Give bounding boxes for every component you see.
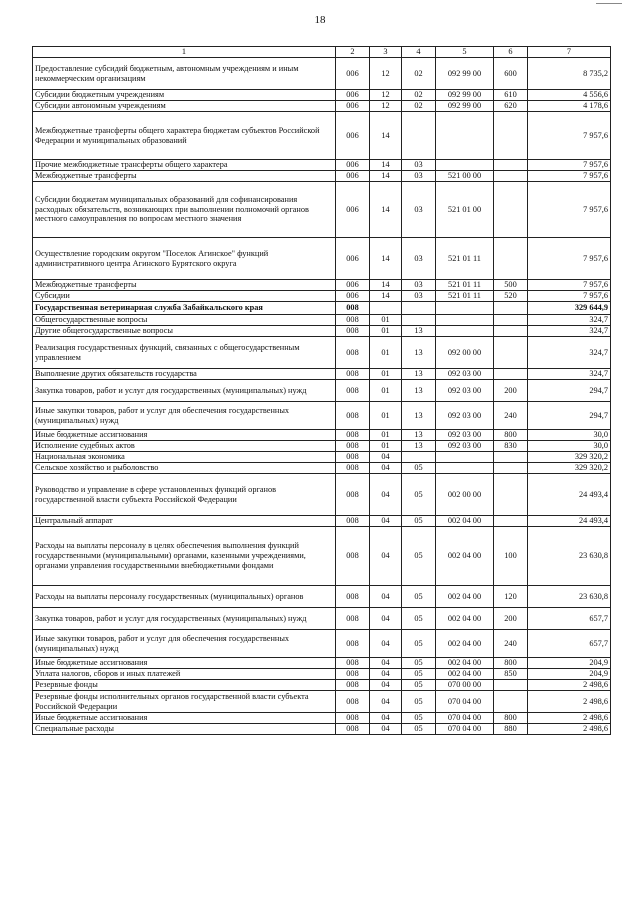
row-code-cell: 04 <box>370 724 402 735</box>
row-code-cell <box>402 302 436 315</box>
table-row <box>33 680 611 691</box>
row-name-cell: Государственная ветеринарная служба Забайкальского края <box>33 302 336 315</box>
row-code-cell: 04 <box>370 527 402 586</box>
row-code-cell: 002 04 00 <box>436 630 494 658</box>
table-row <box>33 608 611 630</box>
row-code-cell: 200 <box>494 380 528 402</box>
row-code-cell: 008 <box>336 441 370 452</box>
row-code-cell: 070 00 00 <box>436 680 494 691</box>
row-name-cell: Иные бюджетные ассигнования <box>33 713 336 724</box>
row-code-cell: 008 <box>336 302 370 315</box>
row-name-cell: Исполнение судебных актов <box>33 441 336 452</box>
table-row <box>33 182 611 238</box>
row-code-cell: 05 <box>402 691 436 713</box>
row-code-cell <box>494 474 528 516</box>
row-code-cell <box>494 112 528 160</box>
row-code-cell: 05 <box>402 658 436 669</box>
row-code-cell <box>436 315 494 326</box>
table-row <box>33 369 611 380</box>
page-number: 18 <box>314 14 326 26</box>
row-name-cell: Закупка товаров, работ и услуг для государственных (муниципальных) нужд <box>33 608 336 630</box>
row-code-cell: 070 04 00 <box>436 713 494 724</box>
row-code-cell: 13 <box>402 430 436 441</box>
row-code-cell: 14 <box>370 171 402 182</box>
row-amount-cell: 7 957,6 <box>528 291 611 302</box>
row-code-cell: 04 <box>370 474 402 516</box>
row-code-cell <box>494 160 528 171</box>
row-code-cell: 800 <box>494 713 528 724</box>
row-code-cell: 092 03 00 <box>436 402 494 430</box>
row-code-cell: 006 <box>336 182 370 238</box>
row-code-cell: 200 <box>494 608 528 630</box>
row-amount-cell: 204,9 <box>528 658 611 669</box>
table-row <box>33 160 611 171</box>
row-amount-cell: 23 630,8 <box>528 527 611 586</box>
row-code-cell <box>494 238 528 280</box>
table-row <box>33 463 611 474</box>
row-code-cell: 521 01 11 <box>436 280 494 291</box>
row-code-cell: 14 <box>370 160 402 171</box>
row-code-cell: 05 <box>402 527 436 586</box>
row-code-cell: 04 <box>370 516 402 527</box>
table-row <box>33 238 611 280</box>
row-code-cell: 880 <box>494 724 528 735</box>
header-cell: 2 <box>336 47 370 58</box>
row-code-cell <box>436 452 494 463</box>
row-code-cell <box>494 369 528 380</box>
row-code-cell: 008 <box>336 337 370 369</box>
row-code-cell <box>494 326 528 337</box>
row-code-cell: 006 <box>336 291 370 302</box>
row-code-cell: 092 99 00 <box>436 90 494 101</box>
row-code-cell: 006 <box>336 238 370 280</box>
row-code-cell <box>494 691 528 713</box>
table-row <box>33 171 611 182</box>
row-code-cell: 04 <box>370 608 402 630</box>
row-code-cell: 830 <box>494 441 528 452</box>
row-name-cell: Общегосударственные вопросы <box>33 315 336 326</box>
row-name-cell: Национальная экономика <box>33 452 336 463</box>
row-code-cell: 521 01 11 <box>436 238 494 280</box>
table-body <box>33 58 611 735</box>
row-code-cell: 008 <box>336 474 370 516</box>
row-code-cell <box>494 171 528 182</box>
row-code-cell: 01 <box>370 380 402 402</box>
row-name-cell: Иные закупки товаров, работ и услуг для обеспечения государственных (муниципальных) нужд <box>33 630 336 658</box>
row-amount-cell: 24 493,4 <box>528 516 611 527</box>
row-name-cell: Субсидии бюджетам муниципальных образований для софинансирования расходных обязательств, возникающих при выполнении полномочий органов местного самоуправления по вопросам местного значения <box>33 182 336 238</box>
row-amount-cell: 24 493,4 <box>528 474 611 516</box>
row-code-cell: 008 <box>336 516 370 527</box>
row-amount-cell: 2 498,6 <box>528 713 611 724</box>
table-header-row <box>33 47 611 58</box>
row-code-cell: 002 04 00 <box>436 669 494 680</box>
row-code-cell: 120 <box>494 586 528 608</box>
row-code-cell: 002 00 00 <box>436 474 494 516</box>
row-amount-cell: 2 498,6 <box>528 691 611 713</box>
table-row <box>33 291 611 302</box>
table-row <box>33 280 611 291</box>
row-code-cell: 14 <box>370 112 402 160</box>
row-code-cell: 006 <box>336 112 370 160</box>
header-cell: 1 <box>33 47 336 58</box>
row-code-cell: 006 <box>336 171 370 182</box>
row-code-cell: 006 <box>336 280 370 291</box>
row-code-cell: 092 99 00 <box>436 58 494 90</box>
row-amount-cell: 23 630,8 <box>528 586 611 608</box>
row-code-cell: 04 <box>370 463 402 474</box>
row-name-cell: Иные закупки товаров, работ и услуг для обеспечения государственных (муниципальных) нужд <box>33 402 336 430</box>
row-code-cell: 008 <box>336 527 370 586</box>
row-name-cell: Расходы на выплаты персоналу в целях обеспечения выполнения функций государственными (муниципальными) органами, казенными учреждениями, органами управления государственными внебюджетными фондами <box>33 527 336 586</box>
table-row <box>33 724 611 735</box>
row-name-cell: Выполнение других обязательств государства <box>33 369 336 380</box>
row-amount-cell: 2 498,6 <box>528 680 611 691</box>
row-name-cell: Резервные фонды исполнительных органов государственной власти субъекта Российской Федерации <box>33 691 336 713</box>
row-code-cell: 05 <box>402 463 436 474</box>
row-code-cell: 04 <box>370 658 402 669</box>
row-code-cell: 01 <box>370 337 402 369</box>
row-code-cell: 008 <box>336 669 370 680</box>
row-code-cell: 008 <box>336 630 370 658</box>
row-code-cell: 04 <box>370 630 402 658</box>
row-code-cell: 05 <box>402 608 436 630</box>
row-code-cell: 12 <box>370 101 402 112</box>
row-code-cell: 008 <box>336 452 370 463</box>
row-code-cell <box>494 302 528 315</box>
row-code-cell: 01 <box>370 441 402 452</box>
row-code-cell: 002 04 00 <box>436 586 494 608</box>
row-name-cell: Специальные расходы <box>33 724 336 735</box>
row-code-cell: 13 <box>402 441 436 452</box>
table-row <box>33 337 611 369</box>
row-code-cell: 092 03 00 <box>436 441 494 452</box>
row-code-cell: 01 <box>370 369 402 380</box>
row-code-cell <box>494 182 528 238</box>
row-code-cell: 521 01 00 <box>436 182 494 238</box>
row-code-cell: 008 <box>336 402 370 430</box>
row-code-cell: 12 <box>370 58 402 90</box>
row-code-cell: 240 <box>494 630 528 658</box>
row-code-cell: 100 <box>494 527 528 586</box>
row-code-cell: 14 <box>370 238 402 280</box>
row-name-cell: Межбюджетные трансферты <box>33 280 336 291</box>
row-code-cell: 04 <box>370 669 402 680</box>
row-code-cell: 006 <box>336 160 370 171</box>
row-code-cell: 01 <box>370 326 402 337</box>
table-row <box>33 474 611 516</box>
row-amount-cell: 294,7 <box>528 380 611 402</box>
header-cell: 5 <box>436 47 494 58</box>
row-code-cell <box>494 452 528 463</box>
row-code-cell <box>494 680 528 691</box>
row-code-cell: 008 <box>336 315 370 326</box>
row-amount-cell: 7 957,6 <box>528 182 611 238</box>
row-code-cell: 008 <box>336 713 370 724</box>
row-name-cell: Субсидии бюджетным учреждениям <box>33 90 336 101</box>
row-name-cell: Прочие межбюджетные трансферты общего характера <box>33 160 336 171</box>
row-code-cell: 02 <box>402 58 436 90</box>
row-code-cell: 14 <box>370 182 402 238</box>
row-code-cell: 05 <box>402 630 436 658</box>
row-code-cell: 008 <box>336 691 370 713</box>
row-name-cell: Центральный аппарат <box>33 516 336 527</box>
row-code-cell: 008 <box>336 680 370 691</box>
row-code-cell: 850 <box>494 669 528 680</box>
row-code-cell: 800 <box>494 658 528 669</box>
row-code-cell: 600 <box>494 58 528 90</box>
row-name-cell: Иные бюджетные ассигнования <box>33 658 336 669</box>
row-code-cell: 008 <box>336 369 370 380</box>
row-code-cell: 04 <box>370 691 402 713</box>
row-code-cell: 092 00 00 <box>436 337 494 369</box>
row-code-cell: 092 03 00 <box>436 430 494 441</box>
row-name-cell: Резервные фонды <box>33 680 336 691</box>
row-code-cell: 13 <box>402 369 436 380</box>
row-name-cell: Расходы на выплаты персоналу государственных (муниципальных) органов <box>33 586 336 608</box>
row-code-cell: 002 04 00 <box>436 608 494 630</box>
row-code-cell <box>402 112 436 160</box>
row-code-cell: 04 <box>370 452 402 463</box>
row-amount-cell: 324,7 <box>528 315 611 326</box>
row-name-cell: Сельское хозяйство и рыболовство <box>33 463 336 474</box>
row-name-cell: Руководство и управление в сфере установленных функций органов государственной власти субъекта Российской Федерации <box>33 474 336 516</box>
table-row <box>33 516 611 527</box>
row-code-cell <box>402 452 436 463</box>
table-row <box>33 315 611 326</box>
row-code-cell: 14 <box>370 291 402 302</box>
row-name-cell: Другие общегосударственные вопросы <box>33 326 336 337</box>
row-amount-cell: 657,7 <box>528 608 611 630</box>
row-code-cell: 008 <box>336 463 370 474</box>
row-code-cell: 13 <box>402 402 436 430</box>
row-amount-cell: 657,7 <box>528 630 611 658</box>
row-name-cell: Осуществление городским округом "Поселок Агинское" функций административного центра Агинского Бурятского округа <box>33 238 336 280</box>
row-code-cell: 002 04 00 <box>436 658 494 669</box>
row-amount-cell: 329 644,9 <box>528 302 611 315</box>
header-cell: 6 <box>494 47 528 58</box>
row-code-cell: 008 <box>336 724 370 735</box>
table-row <box>33 430 611 441</box>
row-code-cell: 521 01 11 <box>436 291 494 302</box>
row-code-cell <box>402 315 436 326</box>
table-row <box>33 452 611 463</box>
row-amount-cell: 2 498,6 <box>528 724 611 735</box>
table-row <box>33 380 611 402</box>
row-code-cell: 02 <box>402 90 436 101</box>
row-code-cell <box>436 463 494 474</box>
table-row <box>33 112 611 160</box>
table-row <box>33 669 611 680</box>
row-code-cell: 521 00 00 <box>436 171 494 182</box>
row-code-cell <box>436 112 494 160</box>
corner-mark <box>596 0 622 4</box>
budget-table <box>32 46 611 735</box>
row-code-cell: 13 <box>402 337 436 369</box>
row-code-cell <box>494 463 528 474</box>
row-code-cell: 008 <box>336 586 370 608</box>
row-code-cell: 05 <box>402 516 436 527</box>
row-name-cell: Предоставление субсидий бюджетным, автономным учреждениям и иным некоммерческим организациям <box>33 58 336 90</box>
table-row <box>33 586 611 608</box>
row-code-cell: 05 <box>402 586 436 608</box>
table-row <box>33 527 611 586</box>
row-code-cell: 006 <box>336 58 370 90</box>
row-amount-cell: 324,7 <box>528 337 611 369</box>
header-cell: 3 <box>370 47 402 58</box>
row-code-cell: 070 04 00 <box>436 691 494 713</box>
row-amount-cell: 7 957,6 <box>528 171 611 182</box>
row-amount-cell: 4 178,6 <box>528 101 611 112</box>
row-amount-cell: 204,9 <box>528 669 611 680</box>
row-amount-cell: 4 556,6 <box>528 90 611 101</box>
row-amount-cell: 324,7 <box>528 369 611 380</box>
row-name-cell: Реализация государственных функций, связанных с общегосударственным управлением <box>33 337 336 369</box>
row-code-cell: 008 <box>336 380 370 402</box>
row-code-cell <box>494 337 528 369</box>
row-code-cell: 002 04 00 <box>436 527 494 586</box>
row-code-cell: 12 <box>370 90 402 101</box>
row-code-cell: 500 <box>494 280 528 291</box>
header-cell: 7 <box>528 47 611 58</box>
row-name-cell: Межбюджетные трансферты общего характера бюджетам субъектов Российской Федерации и муниципальных образований <box>33 112 336 160</box>
row-code-cell: 092 99 00 <box>436 101 494 112</box>
row-code-cell: 240 <box>494 402 528 430</box>
row-code-cell: 04 <box>370 586 402 608</box>
row-code-cell: 610 <box>494 90 528 101</box>
row-name-cell: Субсидии <box>33 291 336 302</box>
row-code-cell: 070 04 00 <box>436 724 494 735</box>
row-code-cell: 14 <box>370 280 402 291</box>
row-code-cell: 008 <box>336 430 370 441</box>
row-name-cell: Иные бюджетные ассигнования <box>33 430 336 441</box>
row-code-cell: 02 <box>402 101 436 112</box>
row-amount-cell: 324,7 <box>528 326 611 337</box>
row-name-cell: Межбюджетные трансферты <box>33 171 336 182</box>
table-row <box>33 90 611 101</box>
row-name-cell: Субсидии автономным учреждениям <box>33 101 336 112</box>
table-row <box>33 691 611 713</box>
table-row <box>33 326 611 337</box>
row-code-cell: 05 <box>402 724 436 735</box>
row-code-cell <box>494 516 528 527</box>
row-amount-cell: 7 957,6 <box>528 238 611 280</box>
row-code-cell: 008 <box>336 658 370 669</box>
row-amount-cell: 7 957,6 <box>528 112 611 160</box>
row-amount-cell: 329 320,2 <box>528 452 611 463</box>
row-code-cell: 01 <box>370 315 402 326</box>
row-amount-cell: 329 320,2 <box>528 463 611 474</box>
row-amount-cell: 7 957,6 <box>528 280 611 291</box>
row-code-cell: 05 <box>402 680 436 691</box>
table-row <box>33 101 611 112</box>
table-row <box>33 658 611 669</box>
row-code-cell: 002 04 00 <box>436 516 494 527</box>
row-code-cell: 03 <box>402 160 436 171</box>
row-code-cell: 01 <box>370 430 402 441</box>
row-code-cell: 092 03 00 <box>436 380 494 402</box>
row-code-cell <box>436 326 494 337</box>
row-amount-cell: 294,7 <box>528 402 611 430</box>
row-amount-cell: 30,0 <box>528 441 611 452</box>
row-code-cell: 620 <box>494 101 528 112</box>
row-code-cell: 03 <box>402 171 436 182</box>
row-code-cell <box>436 160 494 171</box>
row-amount-cell: 30,0 <box>528 430 611 441</box>
table-row <box>33 713 611 724</box>
row-code-cell: 03 <box>402 291 436 302</box>
row-code-cell: 006 <box>336 101 370 112</box>
row-name-cell: Закупка товаров, работ и услуг для государственных (муниципальных) нужд <box>33 380 336 402</box>
row-code-cell: 05 <box>402 474 436 516</box>
table-row <box>33 441 611 452</box>
row-code-cell: 008 <box>336 326 370 337</box>
row-code-cell <box>370 302 402 315</box>
row-code-cell: 05 <box>402 669 436 680</box>
table-row <box>33 302 611 315</box>
table-row <box>33 58 611 90</box>
row-code-cell: 800 <box>494 430 528 441</box>
row-code-cell: 01 <box>370 402 402 430</box>
row-code-cell: 008 <box>336 608 370 630</box>
row-amount-cell: 8 735,2 <box>528 58 611 90</box>
row-code-cell: 05 <box>402 713 436 724</box>
row-code-cell: 03 <box>402 182 436 238</box>
row-code-cell <box>494 315 528 326</box>
row-code-cell: 04 <box>370 680 402 691</box>
table-row <box>33 630 611 658</box>
row-code-cell: 03 <box>402 238 436 280</box>
row-code-cell: 006 <box>336 90 370 101</box>
table-row <box>33 402 611 430</box>
row-code-cell: 092 03 00 <box>436 369 494 380</box>
row-name-cell: Уплата налогов, сборов и иных платежей <box>33 669 336 680</box>
header-cell: 4 <box>402 47 436 58</box>
row-code-cell: 03 <box>402 280 436 291</box>
row-code-cell <box>436 302 494 315</box>
row-code-cell: 13 <box>402 380 436 402</box>
row-code-cell: 520 <box>494 291 528 302</box>
row-code-cell: 13 <box>402 326 436 337</box>
row-code-cell: 04 <box>370 713 402 724</box>
row-amount-cell: 7 957,6 <box>528 160 611 171</box>
